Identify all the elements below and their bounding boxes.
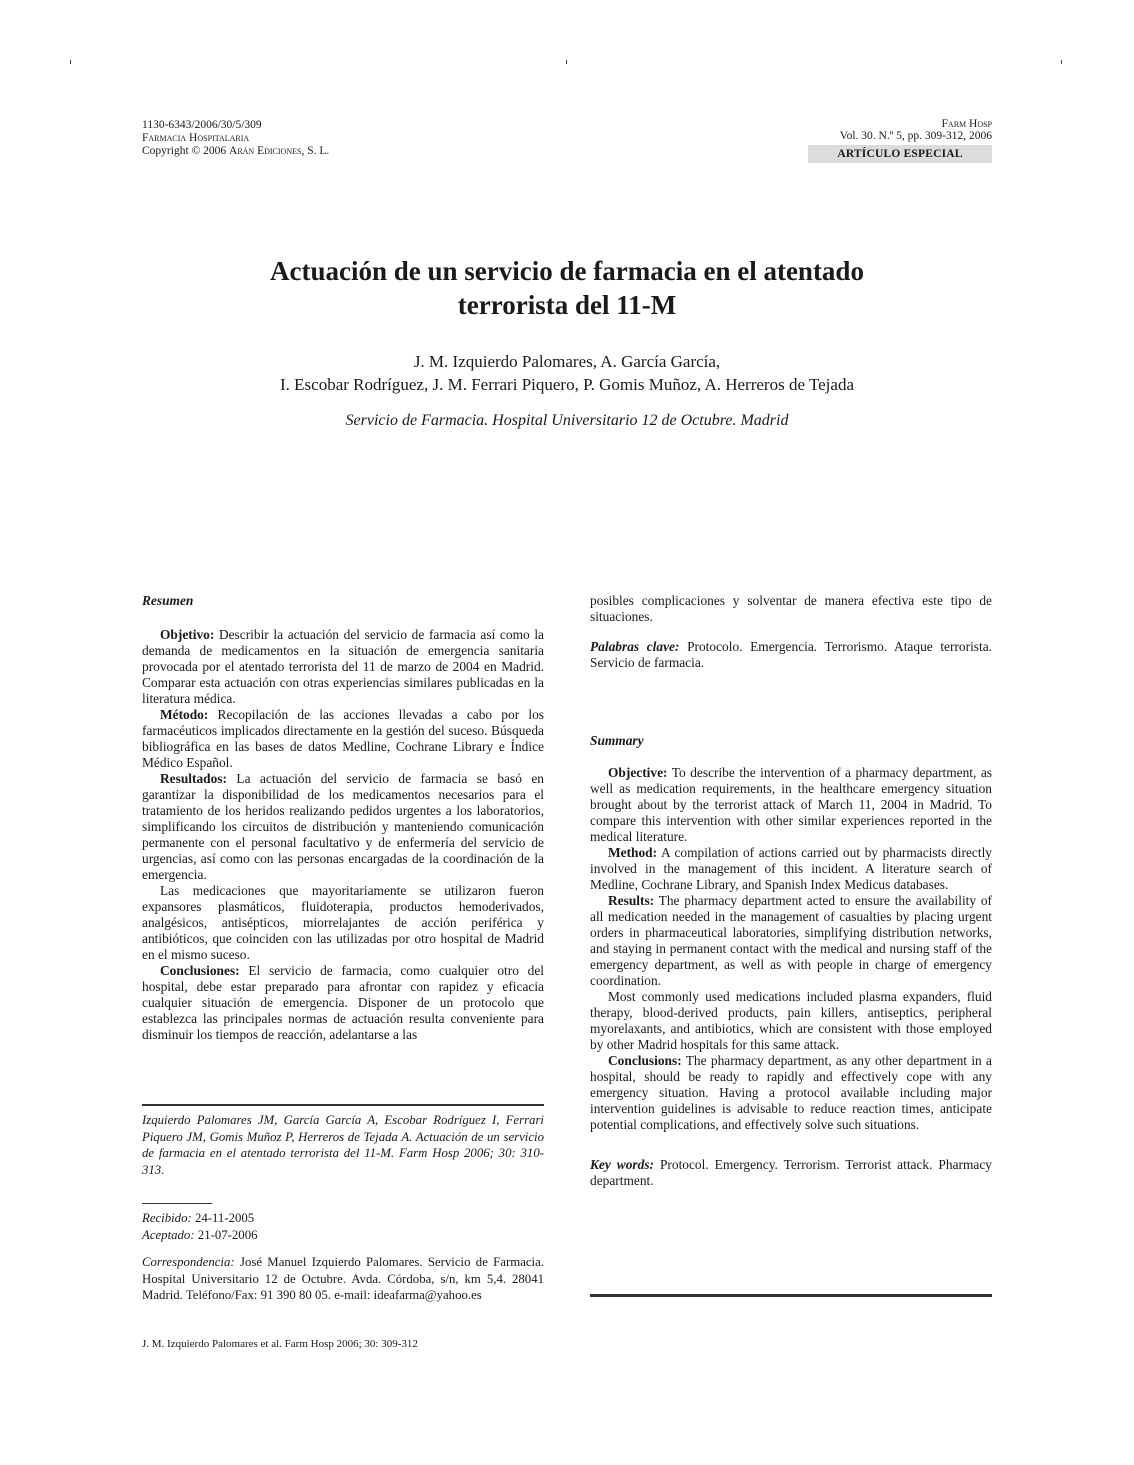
page-footer: J. M. Izquierdo Palomares et al. Farm Hosp 2006; 30: 309-312: [142, 1338, 418, 1350]
accepted-date: Aceptado: 21-07-2006: [142, 1227, 258, 1242]
issn-code: 1130-6343/2006/30/5/309: [142, 119, 262, 131]
resumen-metodo: Método: Recopilación de las acciones llevadas a cabo por los farmacéuticos implicados directamente en la gestión del suceso. Búsqueda bibliográfica en las bases de datos Medline, Cochrane Library e Índice Médico Español.: [142, 707, 544, 770]
resumen-heading: Resumen: [142, 593, 194, 608]
summary-end-rule: [590, 1294, 992, 1297]
journal-name: Farmacia Hospitalaria: [142, 132, 250, 144]
resumen-continued: posibles complicaciones y solventar de manera efectiva este tipo de situaciones.: [590, 593, 992, 624]
resumen-medicaciones: Las medicaciones que mayoritariamente se utilizaron fueron expansores plasmáticos, fluidoterapia, productos hemoderivados, analgésicos, antisépticos, miorrelajantes de acción periférica y antibióticos, que coinciden con las utilizadas por otro hospital de Madrid en el mismo suceso.: [142, 883, 544, 962]
resumen-conclusiones: Conclusiones: El servicio de farmacia, como cualquier otro del hospital, debe estar preparado para afrontar con rapidez y eficacia cualquier situación de emergencia. Disponer de un protocolo que establezca las principales normas de actuación resulta conveniente para disminuir los tiempos de reacción, adelantarse a las: [142, 963, 545, 1042]
dates-rule: [142, 1203, 212, 1204]
summary-conclusions: Conclusions: The pharmacy department, as any other department in a hospital, should be ready to rapidly and effectively cope with any emergency situation. Having a protocol available including major intervention guidelines is advisable to reduce reaction times, anticipate potential complications, and effectively solve such situations.: [590, 1053, 992, 1132]
volume-info: Vol. 30. N.º 5, pp. 309-312, 2006: [839, 130, 992, 142]
dates: [142, 1210, 258, 1243]
correspondence: Correspondencia: José Manuel Izquierdo Palomares. Servicio de Farmacia. Hospital Universitario 12 de Octubre. Avda. Córdoba, s/n, km 5,4. 28041 Madrid. Teléfono/Fax: 91 390 80 05. e-mail: ideafarma@yahoo.es: [142, 1255, 544, 1302]
resumen-resultados: Resultados: La actuación del servicio de farmacia se basó en garantizar la disponibilidad de los medicamentos necesarios para el tratamiento de los heridos realizando pedidos urgentes a los laboratorios, simplificando los circuitos de distribución y manteniendo comunicación permanente con el personal facultativo y de enfermería del servicio de urgencias, así como con las personas encargadas de la coordinación de la emergencia.: [142, 771, 544, 882]
header-left: [142, 119, 329, 158]
authors: J. M. Izquierdo Palomares, A. García García, I. Escobar Rodríguez, J. M. Ferrari Piquero, P. Gomis Muñoz, A. Herreros de Tejada: [279, 352, 854, 394]
resumen-section: [142, 593, 544, 1043]
affiliation: Servicio de Farmacia. Hospital Universitario 12 de Octubre. Madrid: [345, 412, 789, 429]
summary-heading: Summary: [590, 733, 644, 748]
key-words: Key words: Protocol. Emergency. Terrorism. Terrorist attack. Pharmacy department.: [590, 1157, 992, 1188]
crop-mark-right: [1061, 60, 1062, 64]
summary-medications: Most commonly used medications included plasma expanders, fluid therapy, blood-derived products, pain killers, antiseptics, peripheral myorelaxants, and antibiotics, which are consistent with those employed by other Madrid hospitals for this same attack.: [590, 989, 992, 1052]
crop-mark-left: [70, 60, 71, 64]
header-right: [760, 118, 992, 142]
resumen-objetivo: Objetivo: Describir la actuación del servicio de farmacia así como la demanda de medicamentos en la situación de emergencia sanitaria provocada por el atentado terrorista del 11 de marzo de 2004 en Madrid. Comparar esta actuación con otras experiencias similares publicadas en la literatura médica.: [142, 627, 544, 706]
citation: Izquierdo Palomares JM, García García A, Escobar Rodríguez I, Ferrari Piquero JM, Gomis Muñoz P, Herreros de Tejada A. Actuación de un servicio de farmacia en el atentado terrorista del 11-M. Farm Hosp 2006; 30: 310-313.: [142, 1113, 544, 1177]
crop-mark-center: [566, 60, 567, 64]
copyright: Copyright © 2006 Arán Ediciones, S. L.: [142, 145, 330, 157]
citation-rule: [142, 1104, 544, 1106]
received-date: Recibido: 24-11-2005: [142, 1211, 255, 1225]
article-title: Actuación de un servicio de farmacia en el atentado terrorista del 11-M: [270, 256, 864, 320]
article-type-badge: ARTÍCULO ESPECIAL: [808, 145, 992, 163]
summary-objective: Objective: To describe the intervention of a pharmacy department, as well as medication requirements, in the healthcare emergency situation brought about by the terrorist attack of March 11, 2004 in Madrid. To compare this intervention with other similar experiences reported in the medical literature.: [590, 765, 992, 844]
summary-method: Method: A compilation of actions carried out by pharmacists directly involved in the management of this incident. A literature search of Medline, Cochrane Library, and Spanish Index Medicus databases.: [590, 845, 992, 892]
journal-short: Farm Hosp: [941, 118, 992, 130]
right-column: [590, 593, 992, 1189]
palabras-clave: Palabras clave: Protocolo. Emergencia. Terrorismo. Ataque terrorista. Servicio de farmacia.: [590, 639, 993, 670]
summary-results: Results: The pharmacy department acted to ensure the availability of all medication needed in the management of casualties by placing urgent orders in pharmaceutical laboratories, simplifying distribution networks, and staying in permanent contact with the medical and nursing staff of the emergency department, as well as with people in charge of emergency coordination.: [590, 893, 993, 988]
